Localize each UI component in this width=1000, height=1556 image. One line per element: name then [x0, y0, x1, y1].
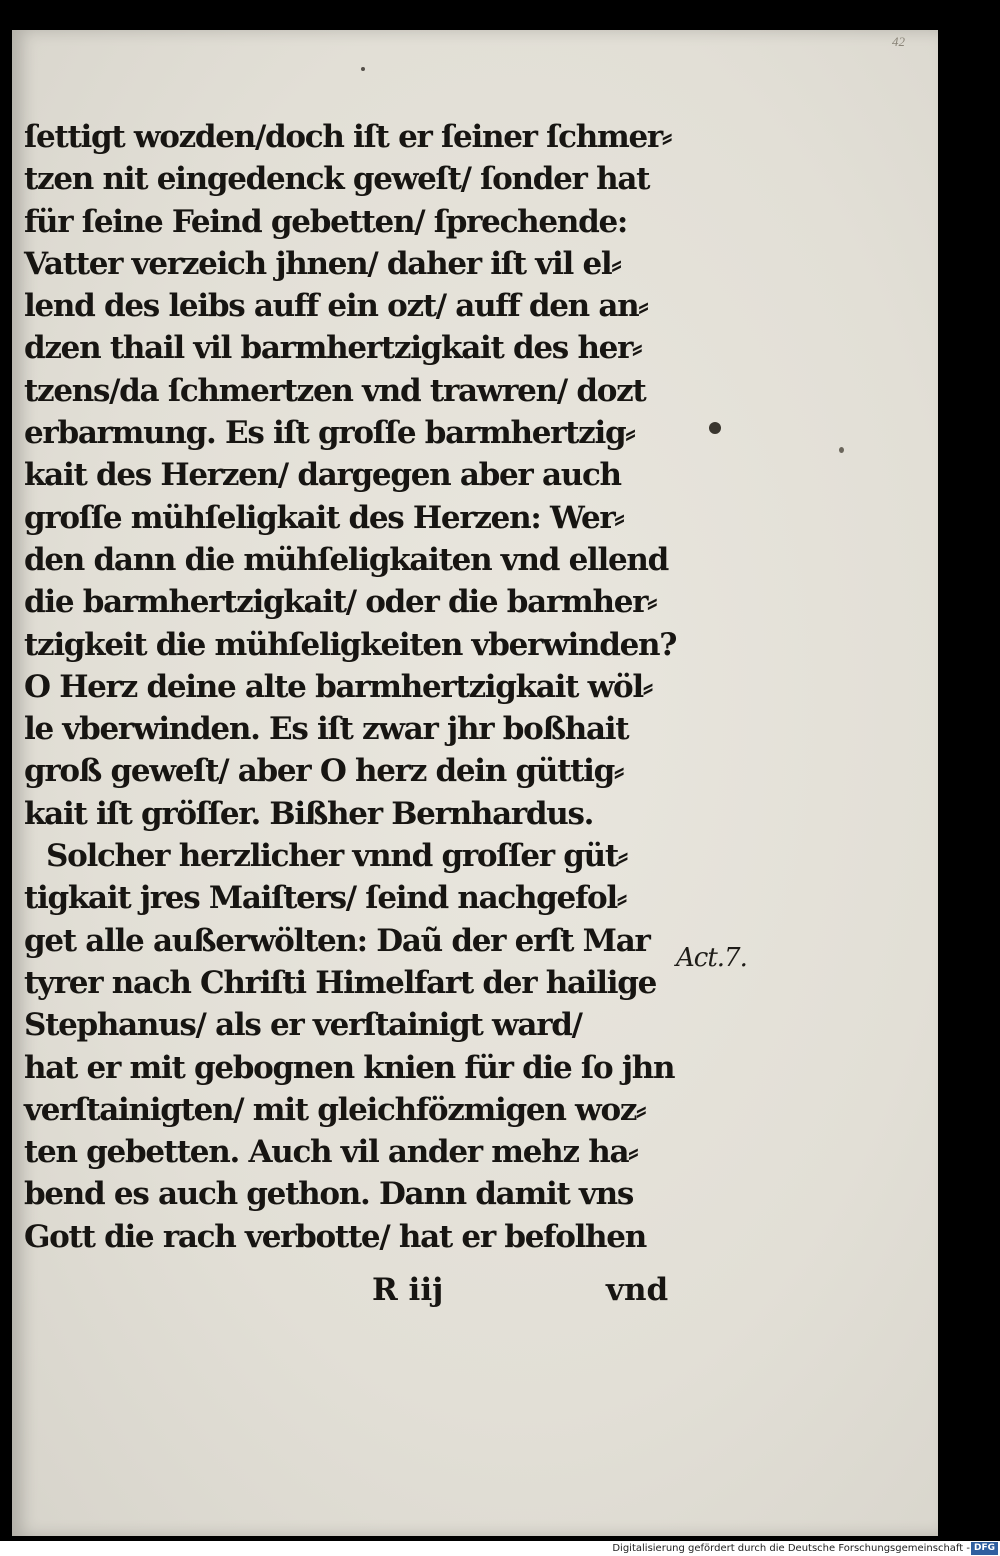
text-line: bend es auch gethon. Dann damit vns	[24, 1176, 634, 1213]
text-line: groß geweſt/ aber O herz dein güttig⸗	[24, 753, 624, 790]
text-line: tzens/da ſchmertzen vnd trawren/ dozt	[24, 372, 646, 409]
signature-mark: R iij	[372, 1272, 444, 1308]
ink-speck	[839, 447, 844, 453]
text-line: O Herz deine alte barmhertzigkait wöl⸗	[24, 668, 652, 705]
text-line: groſſe mühſeligkait des Herzen: Wer⸗	[24, 499, 624, 536]
text-line: Vatter verzeich jhnen/ daher iſt vil el⸗	[24, 245, 621, 282]
text-line: die barmhertzigkait/ oder die barmher⸗	[24, 584, 657, 621]
text-line: tzigkeit die mühſeligkeiten vberwinden?	[24, 626, 677, 663]
book-page	[12, 30, 938, 1536]
text-line: erbarmung. Es iſt groſſe barmhertzig⸗	[24, 415, 635, 452]
ink-speck	[361, 67, 365, 71]
folio-mark: 42	[892, 34, 905, 49]
text-line: get alle außerwölten: Daũ der erſt Mar	[24, 922, 650, 959]
text-line: lend des leibs auff ein ozt/ auff den an⸗	[24, 288, 648, 325]
text-line: verſtainigten/ mit gleichfözmigen woz⸗	[24, 1091, 646, 1128]
marginal-note: Act.7.	[676, 943, 747, 973]
text-line: ſettigt wozden/doch iſt er ſeiner ſchmer⸗	[24, 119, 671, 155]
dfg-logo: DFG	[971, 1542, 998, 1555]
footer-bar	[0, 1541, 1000, 1556]
text-line: kait iſt gröſſer. Bißher Bernhardus.	[24, 795, 594, 832]
text-line: dzen thail vil barmhertzigkait des her⸗	[24, 330, 642, 367]
text-line: hat er mit gebognen knien für die ſo jhn	[24, 1049, 675, 1086]
text-line: tzen nit eingedenck geweſt/ ſonder hat	[24, 161, 650, 198]
text-line: Gott die rach verbotte/ hat er befolhen	[24, 1218, 646, 1255]
text-line: tigkait jres Maiſters/ ſeind nachgefol⸗	[24, 880, 626, 917]
paragraph-start-line: Solcher herzlicher vnnd groſſer güt⸗	[46, 838, 627, 875]
text-block	[24, 116, 684, 1258]
catchword: vnd	[606, 1272, 669, 1308]
text-line: kait des Herzen/ dargegen aber auch	[24, 457, 621, 494]
text-line: ten gebetten. Auch vil ander mehz ha⸗	[24, 1134, 638, 1171]
ink-speck	[709, 422, 721, 434]
text-line: le vberwinden. Es iſt zwar jhr boßhait	[24, 711, 629, 748]
text-line: für ſeine Feind gebetten/ ſprechende:	[24, 203, 628, 240]
text-line: tyrer nach Chriſti Himelfart der hailige	[24, 964, 656, 1001]
text-line: Stephanus/ als er verſtainigt ward/	[24, 1007, 582, 1044]
funding-credit: Digitalisierung gefördert durch die Deutsche Forschungsgemeinschaft -	[612, 1543, 970, 1554]
text-line: den dann die mühſeligkaiten vnd ellend	[24, 541, 669, 578]
